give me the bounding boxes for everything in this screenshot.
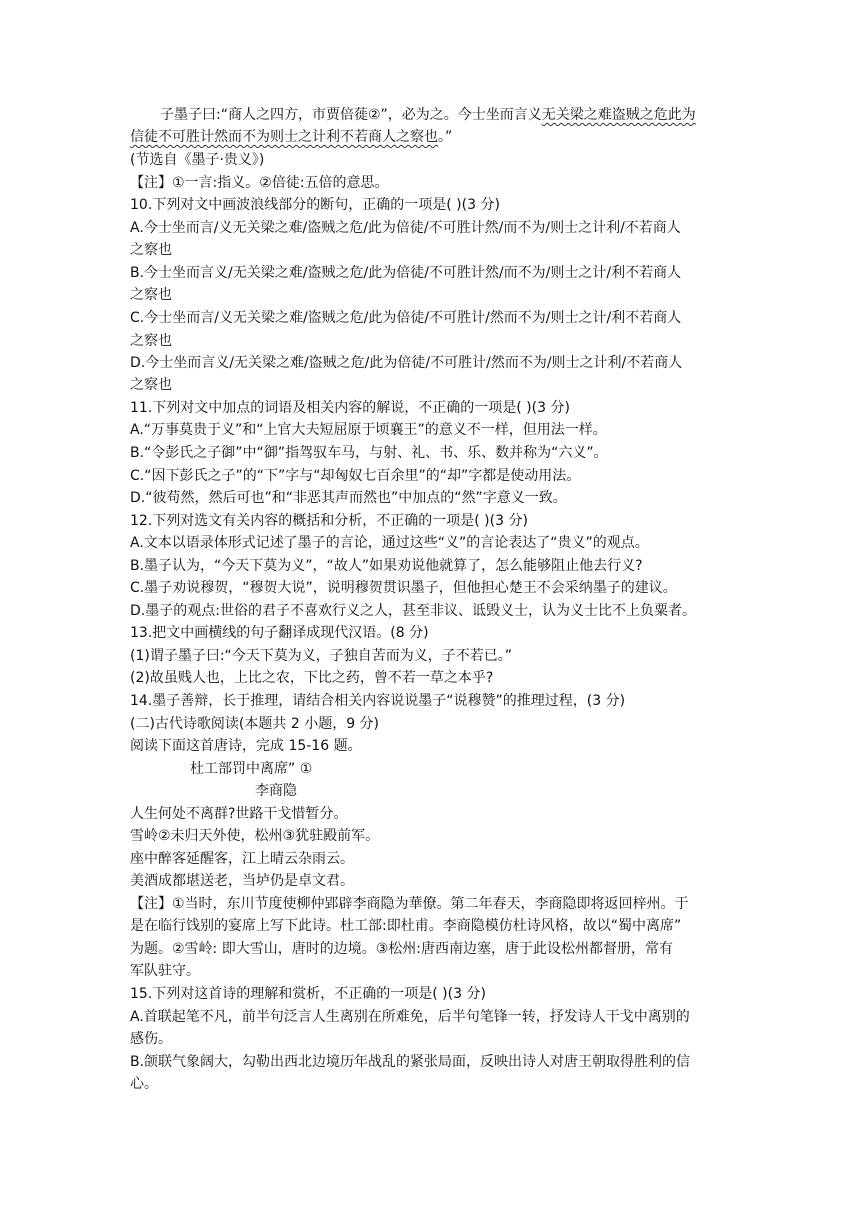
poem-note-line-3: 为题。②雪岭: 即大雪山，唐时的边境。③松州:唐西南边塞，唐于此设松州都督册，常有 xyxy=(130,941,673,957)
q12-stem: 12.下列对选文有关内容的概括和分析，不正确的一项是( )(3 分) xyxy=(130,513,528,529)
q13-sentence-2: (2)故虽贱人也，上比之农，下比之药，曾不若一草之本乎? xyxy=(130,670,494,686)
q10-option-b-cont: 之察也 xyxy=(130,287,172,303)
q12-option-d: D.墨子的观点:世俗的君子不喜欢行义之人，甚至非议、诋毁义士，认为义士比不上负粟者。 xyxy=(130,603,696,619)
section-2-heading: (二)古代诗歌阅读(本题共 2 小题，9 分) xyxy=(130,716,380,732)
q11-option-a: A.“万事莫贵于义”和“上官大夫短屈原于顷襄王”的意义不一样，但用法一样。 xyxy=(130,422,607,438)
poem-note-line-2: 是在临行饯别的宴席上写下此诗。杜工部:即杜甫。李商隐模仿杜诗风格，故以“蜀中离席” xyxy=(130,918,682,934)
poem-title: 杜工部罚中离席” ① xyxy=(190,761,313,777)
q10-option-a-cont: 之察也 xyxy=(130,242,172,258)
poem-line-3: 座中醉客延醒客，江上晴云杂雨云。 xyxy=(130,851,354,867)
wavy-underlined-text-2: 信徒不可胜计然而不为则士之计利不若商人之察也 xyxy=(130,129,438,145)
q10-option-b: B.今士坐而言义/无关梁之难/盗贼之危/此为倍徒/不可胜计然/而不为/则士之计/利不若商人 xyxy=(130,265,682,281)
q13-stem: 13.把文中画横线的句子翻译成现代汉语。(8 分) xyxy=(130,625,429,641)
q12-option-b: B.墨子认为，“今天下莫为义”，“故人”如果劝说他就算了，怎么能够阻止他去行义? xyxy=(130,558,643,574)
passage-note: 【注】①一言:指义。②倍徒:五倍的意思。 xyxy=(130,175,389,191)
q15-stem: 15.下列对这首诗的理解和赏析，不正确的一项是( )(3 分) xyxy=(130,986,486,1002)
q10-option-d-cont: 之察也 xyxy=(130,377,172,393)
passage-continuation-line xyxy=(130,126,750,148)
poem-note-line-1: 【注】①当时，东川节度使柳仲郢辟李商隐为華僚。第二年春天，李商隐即将返回梓州。于 xyxy=(130,896,689,912)
passage-intro: 子墨子曰:“商人之四方，市贾倍蓰②”，必为之。今士坐而言义 xyxy=(160,107,542,123)
q10-option-c: C.今士坐而言/义无关梁之难/盗贼之危/此为倍徒/不可胜计/然而不为/则士之计/利不若商人 xyxy=(130,310,682,326)
q10-option-c-cont: 之察也 xyxy=(130,333,172,349)
q15-option-b: B.颌联气象阔大，勾勒出西北边境历年战乱的紧张局面，反映出诗人对唐王朝取得胜利的信 xyxy=(130,1054,691,1070)
q12-option-c: C.墨子劝说穆贺，“穆贺大说”，说明穆贺贯识墨子，但他担心楚王不会采纳墨子的建议。 xyxy=(130,580,677,596)
q15-option-a-cont: 感伤。 xyxy=(130,1031,172,1047)
poem-line-1: 人生何处不离群?世路干戈惜暂分。 xyxy=(130,806,348,822)
poem-author: 李商隐 xyxy=(255,783,297,799)
wavy-underlined-text-1: 无关梁之难盗贼之危此为 xyxy=(541,107,696,123)
q10-option-a: A.今士坐而言/义无关梁之难/盗贼之危/此为倍徒/不可胜计然/而不为/则士之计利/不若商人 xyxy=(130,220,681,236)
q12-option-a: A.文本以语录体形式记述了墨子的言论，通过这些“义”的言论表达了“贵义”的观点。 xyxy=(130,535,649,551)
passage-source: (节选自《墨子·贵义》) xyxy=(130,152,265,168)
passage-intro-line xyxy=(130,104,750,126)
q10-stem: 10.下列对文中画波浪线部分的断句，正确的一项是( )(3 分) xyxy=(130,197,500,213)
poem-line-4: 美酒成都堪送老，当垆仍是卓文君。 xyxy=(130,873,354,889)
q14-stem: 14.墨子善辩，长于推理，请结合相关内容说说墨子“说穆赞”的推理过程，(3 分) xyxy=(130,693,626,709)
q13-sentence-1: (1)谓子墨子曰:“今天下莫为义，子独自苦而为义，子不若已。” xyxy=(130,648,513,664)
q11-option-c: C.“因下彭氏之子”的“下”字与“却匈奴七百余里”的“却”字都是使动用法。 xyxy=(130,468,581,484)
passage-close-quote: 。” xyxy=(438,129,453,145)
q10-option-d: D.今士坐而言义/无关梁之难/盗贼之危/此为倍徒/不可胜计/然而不为/则士之计利/不若商人 xyxy=(130,355,683,371)
poem-note-line-4: 军队驻守。 xyxy=(130,963,200,979)
q15-option-a: A.首联起笔不凡，前半句泛言人生离别在所难免，后半句笔锋一转，抒发诗人干戈中离别的 xyxy=(130,1009,690,1025)
poem-line-2: 雪岭②未归天外使，松州③犹驻殿前军。 xyxy=(130,828,380,844)
q11-option-b: B.“令彭氏之子御”中“御”指驾驭车马，与射、礼、书、乐、数并称为“六义”。 xyxy=(130,445,608,461)
q11-stem: 11.下列对文中加点的词语及相关内容的解说，不正确的一项是( )(3 分) xyxy=(130,400,570,416)
q11-option-d: D.“彼苟然，然后可也”和“非恶其声而然也”中加点的“然”字意义一致。 xyxy=(130,490,567,506)
section-2-instruction: 阅读下面这首唐诗，完成 15-16 题。 xyxy=(130,738,362,754)
q15-option-b-cont: 心。 xyxy=(130,1076,158,1092)
